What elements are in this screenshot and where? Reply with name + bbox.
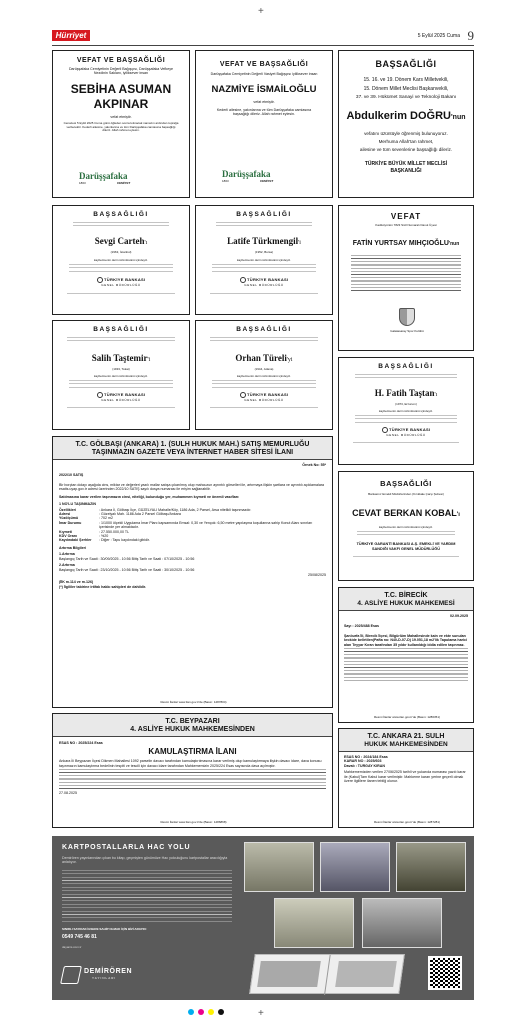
publisher-sub: YAYINLARI	[92, 976, 117, 980]
birth-info: (1973, Erzurum)	[395, 402, 417, 406]
property-value: : 27.550.000,00 TL	[99, 529, 130, 534]
book-ad[interactable]	[52, 836, 474, 1000]
name-suffix: 'i	[298, 240, 301, 246]
ad-fatih	[338, 357, 474, 465]
legal-header	[53, 714, 332, 737]
deceased-name-wrap	[339, 383, 473, 401]
ad-intro: Bankamız Emekli Müdürlerinden (Kırıkkale Çarşı Şubesi)	[368, 492, 444, 496]
ad-body: kaybetmenin derin üzüntüsünü içindeyiz.	[378, 524, 434, 529]
birth-info: (1963, İstanbul)	[110, 250, 132, 254]
deceased-name: CEVAT BERKAN KOBAL	[352, 507, 457, 518]
ad-body: kaybetmenin derin üzüntüsünü içindeyiz.	[236, 373, 292, 378]
body-text-lines	[355, 415, 457, 423]
name-suffix: 'ı	[144, 240, 148, 246]
color-dot-yellow	[208, 1009, 214, 1015]
color-dot-magenta	[198, 1009, 204, 1015]
header-rule	[52, 45, 474, 46]
darussafaka-logo	[222, 169, 308, 187]
notice-body: Ankara İli Beypazarı İlçesi Dikmen Mahallesi 1092 parselin davacı tarafından kamulaştırılmasına karar verilmiş olup kamulaştırmaya ilişkin davacı idare, dava konusu taşınmazın kamulaştırma bedelinin tespiti ve tescili için davacı idare tarafından Mahkememizin 2025/224 Esas sayısında dava açılmıştır.	[59, 759, 322, 768]
bank-name: TÜRKİYE BANKASI	[104, 277, 146, 283]
deceased-name: Sevgi Carteh	[94, 236, 145, 246]
property-row	[59, 538, 326, 542]
defendant: Davalı : TURGAY KIRAN	[344, 763, 385, 768]
book-ad-body: Demirören yayınlarından çıkan bu kitap, geçmişten günümüze Hac yolculuğunu kartpostallar aracılığıyla anlatıyor.	[62, 856, 228, 865]
page-number: 9	[467, 28, 474, 43]
body-text-lines	[212, 380, 316, 388]
bank-sub: GENEL MÜDÜRLÜĞÜ	[101, 283, 141, 288]
intro-text: Bir borçtan dolayı aşağıda cins, miktar ve değerleri yazılı mallar satışa çıkarılmış olup mahcuzun ayrıntılı görselleri ile, artırmaya ilişkin şartlara ve ayrıntılı açıklamalara esatis.uyap.gov.tr adresi üzerinden 2022/10 SATIŞ sayılı dosya numarası ile erişim sağlanabilir.	[59, 483, 325, 492]
property-value: : 1/1000 ölçekli Uygulama İmar Planı kapsamında Emsal: 0,30 ve Yençok: 6,50 metre yapılaşma koşullarına sahip Konut Alanı sınırları içerisinde yer almaktadır.	[99, 520, 313, 530]
ad-body-1: vefatını üzüntüyle öğrenmiş bulunuyoruz.	[364, 131, 448, 136]
legal-golbasi	[52, 436, 333, 708]
deceased-name: FATİN YURTSAY MIHÇIOĞLU	[352, 239, 449, 247]
name-suffix: 'nun	[451, 114, 466, 121]
postcard-3-image	[396, 842, 466, 892]
intro-text-lines	[73, 222, 169, 226]
birth-info: (1944, Adana)	[254, 367, 274, 371]
notice-title: KAMULAŞTIRMA İLANI	[148, 747, 237, 757]
property-value: : Ankara İl, Gölbaşı İlçe, GÜZELYALI Mahalle/Köy, 1186 Ada, 2 Parsel, Arsa nitelikli taşınmazdır.	[99, 507, 252, 512]
org-year: 1863	[79, 181, 86, 185]
publisher-name: DEMİRÖREN	[84, 968, 133, 975]
ad-body: kaybetmenin derin üzüntüsünü içindeyiz.	[93, 257, 149, 262]
ad-body: Kederli ailesine, yakınlarına ve tüm Darüşşafaka camiasına başsağlığı dileriz. Allah rahmet eylesin.	[216, 107, 312, 117]
notice-body-lines	[59, 769, 326, 790]
org-sub: CEMİYET	[117, 181, 131, 185]
legal-footer: Resmi İlanlar www.ilan.gov.tr'de (Basın: 1286868)	[160, 820, 227, 825]
intro-text-lines	[355, 374, 457, 378]
intro-text-lines	[216, 222, 312, 226]
auction-2-dates: Başlangıç Tarih ve Saati : 23/10/2025 - 10:56 Bitiş Tarih ve Saati : 30/10/2025 - 10:56	[59, 567, 195, 572]
ad-orhan	[195, 320, 333, 430]
color-bar	[188, 1009, 228, 1017]
court-name-2: 4. ASLİYE HUKUK MAHKEMESİ	[357, 600, 455, 607]
color-dot-cyan	[188, 1009, 194, 1015]
birth-info: (1933, Tokat)	[112, 367, 130, 371]
auction-1-label: 1.Artırma	[59, 552, 75, 557]
property-key: Yüzölçümü	[59, 516, 79, 521]
org-name: Darüşşafaka	[222, 169, 271, 179]
org-name: Darüşşafaka	[79, 171, 128, 181]
died-text: vefat etmiştir.	[253, 100, 275, 105]
karar-number: KARAR NO : 2025/603	[344, 759, 382, 764]
order-text: SINIRLI SAYIDAKİ ESERE SAHİP OLMAK İÇİN BİZİ ARAYIN:	[62, 927, 147, 931]
body-text-lines	[69, 380, 173, 388]
property-value: : Güzelyalı Mah. 1186 Ada 2 Parsel Gölbaşı/Ankara	[99, 512, 181, 517]
birth-info: (1952, Bursa)	[254, 250, 274, 254]
court-name-2: 4. ASLİYE HUKUK MAHKEMESİNDEN	[130, 726, 255, 733]
deceased-name-wrap	[53, 231, 189, 249]
ad-title: VEFAT	[390, 212, 422, 221]
ad-title: VEFAT VE BAŞSAĞLIĞI	[219, 61, 309, 68]
website-link[interactable]: dayanis.com.tr	[62, 945, 82, 949]
ad-body-lines	[351, 255, 461, 291]
book-ad-title: KARTPOSTALLARLA HAC YOLU	[62, 844, 191, 851]
law-ref: (İİK m.114 ve m.126)	[59, 580, 94, 585]
deceased-name-wrap	[339, 232, 473, 250]
file-number: 2022/10 SATIŞ	[59, 473, 84, 477]
ad-body: kaybetmenin derin üzüntüsünü içindeyiz.	[93, 373, 149, 378]
dy-logo-icon	[60, 966, 82, 984]
footer-text-lines	[67, 407, 175, 410]
ad-intro: Darüşşafaka Cemiyetinin Değerli Bağışçısı, Darüşşafaka Vefkeye Nezdinin Saklanı, iyiliksever insan	[68, 67, 174, 76]
auction-1-dates: Başlangıç Tarih ve Saati : 30/09/2025 - 10:56 Bitiş Tarih ve Saati : 07/10/2025 - 10:56	[59, 556, 195, 561]
ad-latife	[195, 205, 333, 315]
header-date: 5 Eylül 2025 Cuma	[417, 33, 460, 39]
postcard-4-image	[274, 898, 354, 948]
ad-body-3: ailesine ve tüm sevenlerine başsağlığı dileriz.	[359, 147, 453, 152]
ad-sebiha	[52, 50, 190, 198]
deceased-name: NAZMİYE İSMAİLOĞLU	[211, 84, 317, 96]
deceased-surname: AKPINAR	[93, 96, 149, 111]
footer-text-lines	[67, 293, 175, 296]
notice-body: Şanlıurfa İli, Birecik İlçesi, Bilgürlüm Mahallesinde kain ve ekte sunulan krokide belirtilen(Pafta no: N40-D-07-D) 19.051,18 m2'lik Tapulama harici alan Teyyar Kıran tarafından 35 yıldır kullanıldığı iddia edilen taşınmaz.	[344, 634, 468, 647]
intro-text-lines	[67, 337, 175, 344]
crop-mark-bottom-icon: +	[258, 1008, 264, 1019]
property-key: Adresi	[59, 512, 71, 517]
ad-title: VEFAT VE BAŞSAĞLIĞI	[76, 57, 166, 64]
postcard-collage-image	[244, 842, 468, 950]
darussafaka-logo	[79, 171, 165, 189]
postcard-1-image	[244, 842, 314, 892]
bank-sub: GENEL MÜDÜRLÜĞÜ	[386, 433, 426, 438]
ad-intro: Darüşşafaka Cemiyetinin Değerli Vasiyet Bağışçısı iyiliksever insan	[210, 72, 318, 76]
court-name: T.C. ANKARA 21. SULH	[367, 733, 445, 740]
legal-beypazari	[52, 713, 333, 828]
footer-text-lines	[210, 293, 318, 296]
open-book-image	[249, 954, 405, 994]
ad-cevat	[338, 471, 474, 581]
footnote: (*) İlgililer tabirine irtifak hakkı sahipleri de dahildir.	[59, 584, 147, 589]
esas-number: Sayı : 2025/488 Esas	[344, 624, 379, 628]
ad-body: kaybetmenin derin üzüntüsünü içindeyiz.	[378, 408, 434, 413]
body-text-lines	[69, 264, 173, 272]
deceased-name-wrap	[196, 231, 332, 249]
lot-title: 1 NO'LU TAŞINMAZIN	[59, 502, 96, 507]
ad-title: BAŞSAĞLIĞI	[380, 479, 432, 488]
ad-intro: Kadıköyünün 7823 Sicil Numaralı Davut Üyesi	[375, 223, 437, 227]
property-value: : Diğer : Tapu kaydındaki gibidir.	[99, 538, 150, 543]
deceased-name: Orhan Türeli	[235, 353, 287, 363]
ad-title: BAŞSAĞLIĞI	[236, 211, 292, 218]
deceased-name: SEBİHA ASUMAN	[70, 81, 172, 96]
form-number: Örnek No: 55*	[302, 463, 326, 467]
name-suffix: 'nun	[448, 240, 460, 247]
deceased-name: Abdulkerim DOĞRU	[346, 110, 451, 122]
died-text: vefat etmiştir.	[110, 114, 132, 119]
title-line-2: 15. Dönem Millet Meclisi Başkanvekili,	[363, 86, 449, 92]
esas-number: ESAS NO : 2024/184 Esas	[344, 755, 388, 759]
property-key: KDV Oranı	[59, 534, 77, 539]
auction-head: Artırma Bilgileri	[59, 545, 86, 550]
name-suffix: 'ı	[456, 511, 460, 518]
org-sub: CEMİYET	[260, 179, 274, 183]
property-key: Özellikleri	[59, 507, 76, 512]
legal-footer: Resmi İlanlar www.ilan.gov.tr'de (Basın: 1287804)	[160, 700, 227, 705]
publisher-logo	[62, 964, 142, 990]
notice-body-lines	[344, 648, 468, 682]
ad-abdulkerim	[338, 50, 474, 198]
ad-title: BAŞSAĞLIĞI	[378, 363, 434, 370]
body-text-lines	[212, 264, 316, 272]
deceased-name-wrap	[339, 106, 473, 124]
esas-number: ESAS NO : 2025/224 Esas	[59, 741, 103, 745]
deceased-name-wrap	[196, 348, 332, 366]
legal-ankara	[338, 728, 474, 828]
auction-2-label: 2.Artırma	[59, 563, 75, 568]
legal-header	[53, 437, 332, 460]
name-suffix: 'i	[147, 357, 151, 363]
postcard-2-image	[320, 842, 390, 892]
intro-text-lines	[210, 337, 318, 344]
hurriyet-logo[interactable]	[52, 30, 90, 41]
footer-text-lines	[210, 407, 318, 410]
phone-number[interactable]: 0549 745 46 81	[62, 934, 97, 940]
ad-title: BAŞSAĞLIĞI	[93, 211, 149, 218]
deceased-name-wrap	[53, 348, 189, 366]
legal-footer: Resmi İlanlar www.ilan.gov.tr'de (Basın: 1287281)	[373, 820, 441, 825]
color-dot-black	[218, 1009, 224, 1015]
galatasaray-logo-icon	[399, 308, 415, 326]
deceased-name: Latife Türkmengil	[227, 236, 299, 246]
title-line-1: 15. 16. ve 19. Dönem Kars Milletvekili,	[363, 77, 449, 83]
qr-code-icon[interactable]	[428, 956, 462, 990]
org-year: 1863	[222, 179, 229, 183]
org-name: TÜRKİYE BÜYÜK MİLLET MECLİSİ BAŞKANLIĞI	[364, 161, 448, 174]
property-key: İmar Durumu	[59, 520, 82, 525]
property-value: : %20	[99, 534, 109, 539]
property-row	[59, 521, 326, 530]
legal-header	[339, 729, 473, 752]
bank-name: TÜRKİYE BANKASI	[389, 427, 431, 433]
deceased-name: Salih Taştemir	[91, 353, 148, 363]
subhead: Satılmasına karar verilen taşınmazın cinsi, niteliği, bulunduğu yer, muhammen kıymeti ve önemli vasıfları:	[59, 494, 240, 499]
ad-title: BAŞSAĞLIĞI	[236, 326, 292, 333]
ad-nazmiye	[195, 50, 333, 198]
footer-text-lines	[353, 442, 459, 445]
org-name: Galatasaray Spor Kulübü	[390, 329, 424, 333]
ad-fatin	[338, 205, 474, 351]
ad-salih	[52, 320, 190, 430]
book-ad-body-lines	[62, 870, 232, 922]
property-key: Kaydındaki Şerhler	[59, 538, 92, 543]
ad-title: BAŞSAĞLIĞI	[93, 326, 149, 333]
postcard-5-image	[362, 898, 442, 948]
deceased-name-wrap	[339, 503, 473, 521]
court-name-2: HUKUK MAHKEMESİNDEN	[364, 741, 448, 748]
org-name: TÜRKİYE GARANTİ BANKASI A.Ş. EMEKLİ VE YARDIM SANDIĞI VAKFI GENEL MÜDÜRLÜĞÜ	[356, 542, 456, 551]
title-line-3: 37. ve 39. Hükümet Sanayi ve Teknoloji Bakanı	[355, 95, 457, 100]
bank-name: TÜRKİYE BANKASI	[247, 277, 289, 283]
property-table	[59, 508, 326, 543]
notice-date: 27.08.2025	[59, 791, 77, 796]
ad-body: kaybetmenin derin üzüntüsünü içindeyiz.	[236, 257, 292, 262]
bank-sub: GENEL MÜDÜRLÜĞÜ	[244, 398, 284, 403]
bank-name: TÜRKİYE BANKASI	[104, 392, 146, 398]
notice-date: 02.09.2025	[450, 614, 468, 618]
page-header	[52, 30, 474, 44]
crop-mark-top-icon: +	[258, 6, 264, 17]
bank-sub: GENEL MÜDÜRLÜĞÜ	[101, 398, 141, 403]
ad-body-lines	[357, 531, 455, 538]
legal-birecik	[338, 587, 474, 723]
ad-title: BAŞSAĞLIĞI	[375, 59, 437, 69]
notice-title: TAŞINMAZIN GAZETE VEYA İNTERNET HABER SİTESİ İLANI	[91, 449, 294, 456]
legal-footer: Resmi İlanlar www.ilan.gov.tr'de (Basın: 1286351)	[373, 715, 441, 720]
ad-body-2: Merhuma Allah'tan rahmet,	[378, 139, 434, 144]
legal-header	[339, 588, 473, 611]
property-key: Kıymeti	[59, 529, 72, 534]
footer-text-lines	[353, 556, 459, 559]
notice-date: 25/08/2025	[308, 572, 326, 577]
notice-body: Mahkememizden verilen 27/06/2025 tarihli ve yukarıda numarası yazılı karar ile (Kabul)Tam Kabul karar verilmiştir. Mahkeme kararı yerine geçerli olmak üzere ilgililere ilanen tebliğ olunur.	[344, 770, 466, 784]
name-suffix: 'yi	[286, 357, 293, 363]
court-name: T.C. BEYPAZARI	[165, 718, 220, 725]
court-name: T.C. GÖLBAŞI (ANKARA) 1. (SULH HUKUK MAH.) SATIŞ MEMURLUĞU	[75, 441, 310, 448]
bank-sub: GENEL MÜDÜRLÜĞÜ	[244, 283, 284, 288]
ad-sevgi	[52, 205, 190, 315]
ad-body: Cenazesi 5 Eylül 2025 Cuma günü öğleden sonra kılınacak namazın ardından toprağa verilecektir. Kederli ailesine, yakınlarına ve tüm Darüşşafaka camiasına başsağlığı dileriz. Allah rahmet eylesin.	[63, 121, 179, 133]
bank-name: TÜRKİYE BANKASI	[247, 392, 289, 398]
deceased-name: H. Fatih Taştan	[374, 388, 435, 398]
property-value: : 702 m2	[99, 516, 113, 521]
name-suffix: 'ı	[434, 392, 438, 398]
logo-text: Hürriyet	[55, 31, 87, 40]
court-name: T.C. BİRECİK	[384, 592, 428, 599]
